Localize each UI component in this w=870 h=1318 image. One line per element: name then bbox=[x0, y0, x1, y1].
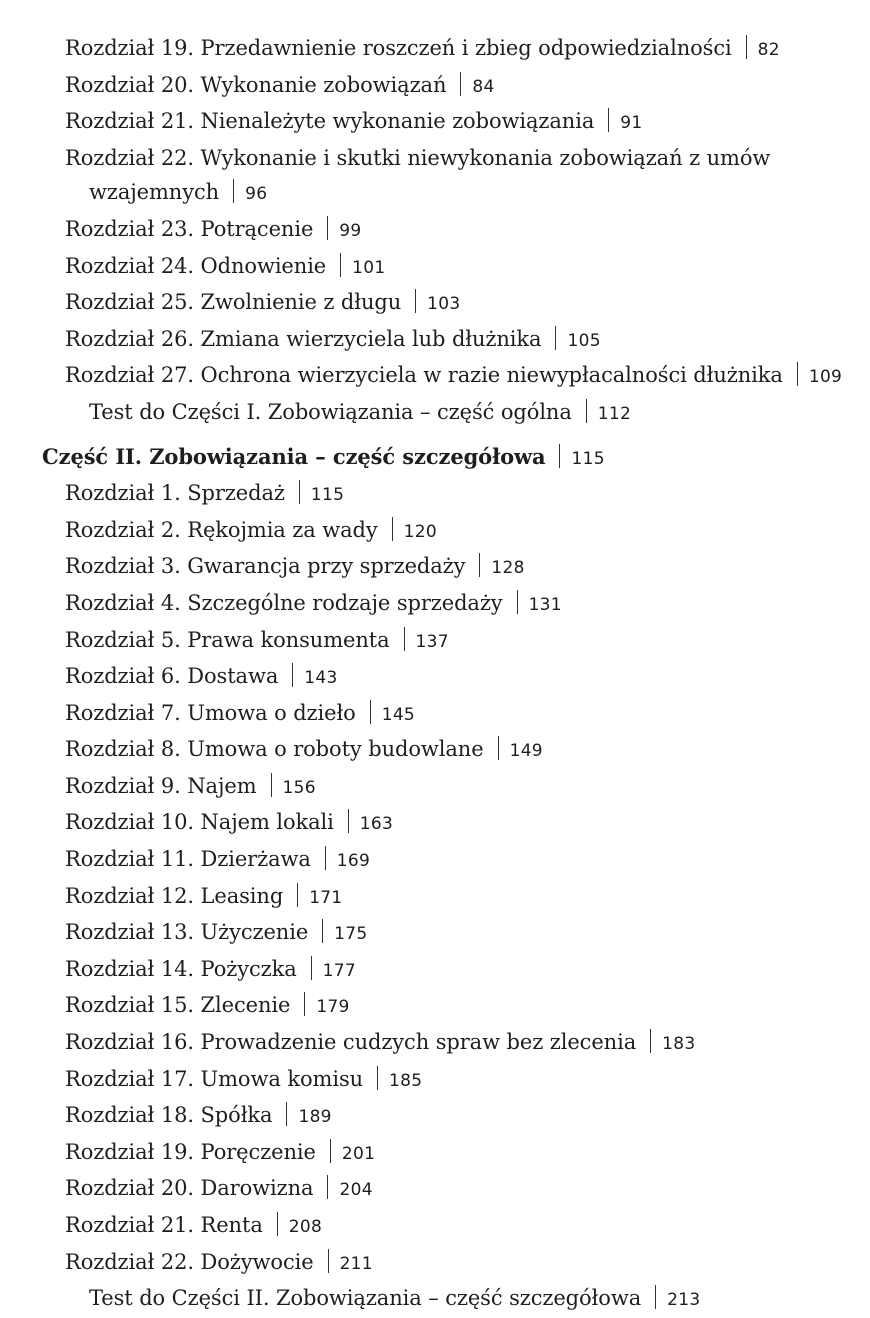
toc-entry-part-2 bbox=[0, 440, 870, 477]
toc-entry-page: 82 bbox=[757, 40, 780, 60]
toc-entry-chapter-11 bbox=[0, 842, 870, 879]
toc-entry-chapter-1 bbox=[0, 476, 870, 513]
separator-bar bbox=[415, 289, 416, 313]
toc-entry-chapter-21 bbox=[0, 104, 870, 141]
toc-entry-chapter-16 bbox=[0, 1025, 870, 1062]
separator-bar bbox=[479, 553, 480, 577]
separator-bar bbox=[271, 773, 272, 797]
toc-entry-chapter-8 bbox=[0, 732, 870, 769]
separator-bar bbox=[348, 809, 349, 833]
toc-entry-chapter-9 bbox=[0, 769, 870, 806]
toc-entry-title: Rozdział 6. Dostawa bbox=[65, 664, 279, 689]
toc-entry-title: Rozdział 19. Przedawnienie roszczeń i zbieg odpowiedzialności bbox=[65, 36, 732, 60]
toc-entry-page: 145 bbox=[381, 704, 416, 725]
toc-entry-chapter-19b bbox=[0, 1135, 870, 1172]
toc-entry-title: Test do Części I. Zobowiązania – część ogólna bbox=[89, 399, 572, 424]
toc-entry-page: 189 bbox=[298, 1107, 332, 1128]
toc-entry-title: Rozdział 3. Gwarancja przy sprzedaży bbox=[65, 554, 466, 579]
toc-entry-page: 101 bbox=[352, 257, 386, 278]
separator-bar bbox=[327, 216, 328, 240]
toc-entry-title: Rozdział 13. Użyczenie bbox=[65, 920, 309, 945]
toc-entry-title: Rozdział 12. Leasing bbox=[65, 883, 284, 908]
toc-entry-page: 185 bbox=[389, 1070, 423, 1091]
toc-entry-title: Rozdział 14. Pożyczka bbox=[65, 956, 297, 981]
toc-entry-title: Rozdział 20. Darowizna bbox=[65, 1176, 314, 1201]
toc-entry-chapter-4 bbox=[0, 586, 870, 623]
toc-entry-title: Rozdział 17. Umowa komisu bbox=[65, 1066, 364, 1091]
separator-bar bbox=[746, 35, 747, 59]
toc-entry-page: 208 bbox=[288, 1217, 323, 1237]
toc-entry-page: 131 bbox=[528, 594, 562, 615]
toc-entry-title: Rozdział 21. Renta bbox=[65, 1213, 263, 1237]
toc-entry-page: 213 bbox=[667, 1290, 701, 1311]
toc-entry-title: Test do Części II. Zobowiązania – część szczegółowa bbox=[89, 1286, 642, 1311]
toc-entry-page: 175 bbox=[334, 924, 368, 945]
separator-bar bbox=[498, 736, 499, 760]
toc-entry-page: 163 bbox=[359, 814, 394, 835]
separator-bar bbox=[586, 399, 587, 423]
toc-entry-chapter-10 bbox=[0, 805, 870, 842]
toc-entry-chapter-24 bbox=[0, 249, 870, 286]
toc-entry-title: Rozdział 22. Wykonanie i skutki niewykonania zobowiązań z umów wzajemnych bbox=[65, 145, 771, 205]
toc-entry-page: 109 bbox=[808, 367, 843, 388]
separator-bar bbox=[330, 1139, 331, 1163]
separator-bar bbox=[311, 956, 312, 980]
toc-entry-title: Rozdział 8. Umowa o roboty budowlane bbox=[65, 737, 484, 762]
separator-bar bbox=[377, 1066, 378, 1090]
toc-entry-page: 179 bbox=[316, 997, 350, 1018]
table-of-contents bbox=[0, 31, 870, 1318]
toc-entry-title: Rozdział 18. Spółka bbox=[65, 1103, 273, 1128]
toc-entry-title: Rozdział 9. Najem bbox=[65, 773, 257, 798]
toc-entry-page: 84 bbox=[472, 76, 495, 97]
toc-entry-page: 149 bbox=[509, 741, 543, 762]
toc-entry-chapter-6 bbox=[0, 659, 870, 696]
toc-entry-chapter-20b bbox=[0, 1171, 870, 1208]
separator-bar bbox=[277, 1212, 278, 1236]
separator-bar bbox=[292, 663, 293, 687]
separator-bar bbox=[340, 253, 341, 277]
toc-entry-page: 96 bbox=[245, 184, 268, 205]
toc-entry-title: Rozdział 10. Najem lokali bbox=[65, 810, 334, 835]
toc-entry-chapter-14 bbox=[0, 952, 870, 989]
separator-bar bbox=[559, 444, 560, 468]
separator-bar bbox=[325, 846, 326, 870]
toc-entry-chapter-7 bbox=[0, 696, 870, 733]
toc-entry-page: 143 bbox=[304, 668, 338, 689]
separator-bar bbox=[404, 627, 405, 651]
toc-entry-page: 99 bbox=[339, 220, 362, 241]
toc-entry-chapter-26 bbox=[0, 322, 870, 359]
toc-entry-chapter-22b bbox=[0, 1245, 870, 1282]
toc-entry-chapter-19 bbox=[0, 31, 870, 68]
toc-entry-chapter-21b bbox=[0, 1208, 870, 1245]
separator-bar bbox=[328, 1249, 329, 1273]
toc-entry-chapter-5 bbox=[0, 623, 870, 660]
toc-entry-title: Rozdział 11. Dzierżawa bbox=[65, 847, 311, 872]
toc-entry-title: Rozdział 4. Szczególne rodzaje sprzedaży bbox=[65, 590, 503, 615]
separator-bar bbox=[608, 108, 609, 132]
toc-entry-title: Rozdział 16. Prowadzenie cudzych spraw bez zlecenia bbox=[65, 1030, 637, 1055]
toc-entry-page: 156 bbox=[282, 777, 316, 798]
toc-entry-page: 91 bbox=[620, 113, 643, 134]
separator-bar bbox=[392, 517, 393, 541]
separator-bar bbox=[517, 590, 518, 614]
toc-entry-chapter-15 bbox=[0, 988, 870, 1025]
toc-entry-title: Rozdział 19. Poręczenie bbox=[65, 1139, 316, 1164]
toc-entry-title: Rozdział 5. Prawa konsumenta bbox=[65, 627, 390, 652]
separator-bar bbox=[460, 72, 461, 96]
toc-entry-page: 177 bbox=[322, 960, 356, 981]
toc-entry-title: Rozdział 2. Rękojmia za wady bbox=[65, 517, 378, 542]
separator-bar bbox=[370, 700, 371, 724]
toc-entry-test-part-1 bbox=[0, 395, 870, 432]
toc-entry-chapter-2 bbox=[0, 513, 870, 550]
toc-entry-title: Rozdział 26. Zmiana wierzyciela lub dłużnika bbox=[65, 326, 542, 351]
toc-part-title: Część II. Zobowiązania – część szczegółowa bbox=[42, 443, 546, 469]
toc-entry-chapter-3 bbox=[0, 549, 870, 586]
separator-bar bbox=[327, 1175, 328, 1199]
separator-bar bbox=[299, 480, 300, 504]
separator-bar bbox=[555, 326, 556, 350]
toc-entry-chapter-27 bbox=[0, 358, 870, 395]
toc-entry-title: Rozdział 21. Nienależyte wykonanie zobowiązania bbox=[65, 109, 595, 134]
toc-entry-page: 204 bbox=[339, 1180, 373, 1201]
toc-entry-title: Rozdział 1. Sprzedaż bbox=[65, 481, 285, 506]
toc-entry-chapter-12 bbox=[0, 879, 870, 916]
toc-entry-page: 137 bbox=[415, 631, 449, 652]
toc-entry-title: Rozdział 27. Ochrona wierzyciela w razie niewypłacalności dłużnika bbox=[65, 363, 783, 388]
toc-entry-page: 105 bbox=[567, 330, 601, 351]
separator-bar bbox=[233, 179, 234, 203]
toc-entry-page: 171 bbox=[309, 887, 343, 908]
separator-bar bbox=[797, 362, 798, 386]
separator-bar bbox=[322, 919, 323, 943]
toc-entry-page: 211 bbox=[339, 1253, 373, 1274]
separator-bar bbox=[286, 1102, 287, 1126]
toc-entry-page: 115 bbox=[571, 448, 605, 469]
toc-entry-chapter-25 bbox=[0, 285, 870, 322]
toc-entry-page: 128 bbox=[491, 558, 525, 579]
toc-entry-page: 115 bbox=[310, 485, 345, 506]
toc-entry-chapter-20 bbox=[0, 68, 870, 105]
toc-entry-title: Rozdział 15. Zlecenie bbox=[65, 993, 291, 1018]
toc-entry-page: 112 bbox=[597, 403, 632, 424]
toc-entry-title: Rozdział 24. Odnowienie bbox=[65, 253, 327, 278]
toc-entry-page: 103 bbox=[427, 294, 461, 315]
toc-entry-page: 201 bbox=[341, 1143, 376, 1164]
separator-bar bbox=[650, 1029, 651, 1053]
toc-entry-title: Rozdział 7. Umowa o dzieło bbox=[65, 700, 356, 725]
toc-entry-chapter-22 bbox=[0, 141, 789, 212]
separator-bar bbox=[297, 883, 298, 907]
toc-entry-title: Rozdział 22. Dożywocie bbox=[65, 1249, 314, 1274]
toc-entry-chapter-17 bbox=[0, 1062, 870, 1099]
separator-bar bbox=[304, 992, 305, 1016]
toc-entry-chapter-18 bbox=[0, 1098, 870, 1135]
toc-entry-title: Rozdział 20. Wykonanie zobowiązań bbox=[65, 72, 447, 97]
toc-entry-chapter-23 bbox=[0, 212, 870, 249]
toc-entry-chapter-13 bbox=[0, 915, 870, 952]
toc-entry-page: 169 bbox=[336, 851, 371, 872]
toc-entry-title: Rozdział 23. Potrącenie bbox=[65, 216, 314, 241]
separator-bar bbox=[655, 1285, 656, 1309]
toc-entry-page: 183 bbox=[662, 1034, 696, 1055]
toc-entry-page: 120 bbox=[403, 521, 438, 542]
toc-entry-test-part-2 bbox=[0, 1281, 870, 1318]
toc-entry-title: Rozdział 25. Zwolnienie z długu bbox=[65, 290, 402, 315]
